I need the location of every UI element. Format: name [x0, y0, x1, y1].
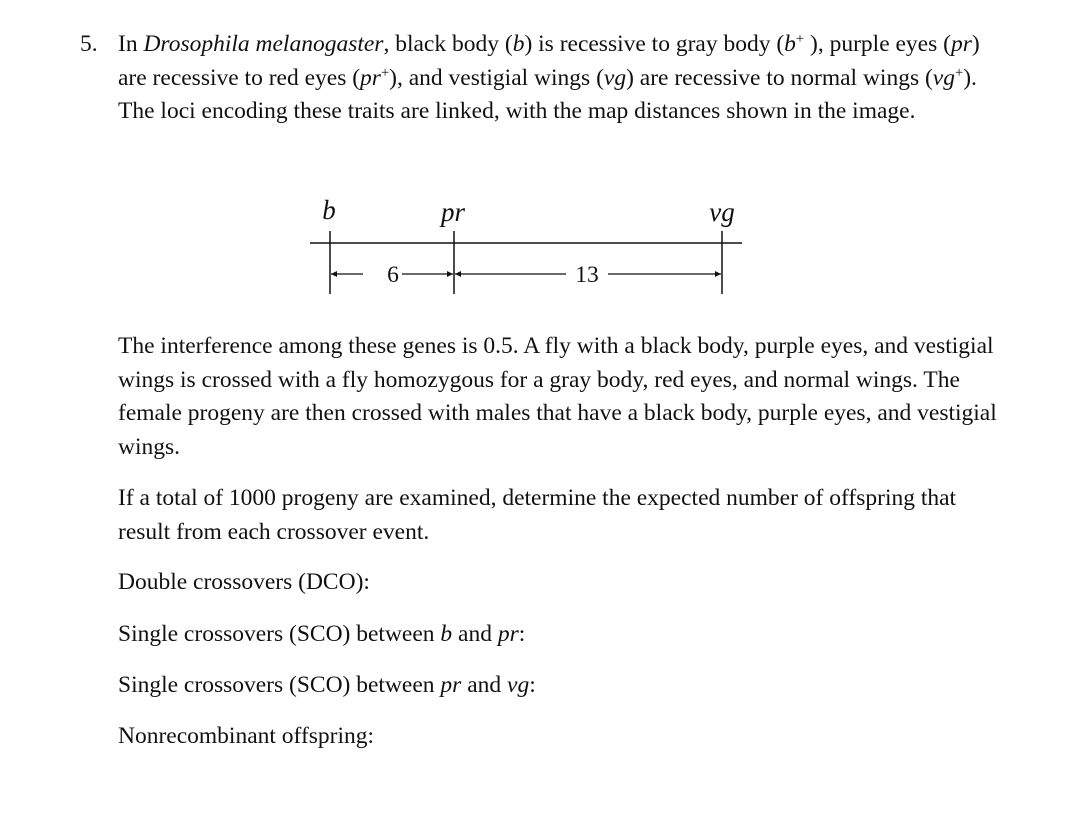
question-number: 5.: [80, 31, 98, 57]
question-intro-paragraph: In Drosophila melanogaster, black body (b) is recessive to gray body (b+ ), purple eyes (pr) are recessive to red eyes (pr+), and vestigial wings (vg) are recessive to normal wings (vg+). The loci encoding these traits are linked, with the map distances shown in the image.: [118, 31, 980, 125]
answer-line-sco-pr-vg: Single crossovers (SCO) between pr and vg:: [118, 672, 536, 698]
genetic-map-diagram: [300, 190, 760, 310]
interference-paragraph: The interference among these genes is 0.5. A fly with a black body, purple eyes, and vestigial wings is crossed with a fly homozygous for a gray body, red eyes, and normal wings. The female progeny are then crossed with males that have a black body, purple eyes, and vestigial wings.: [118, 333, 997, 461]
gene-label-pr: pr: [440, 197, 466, 227]
answer-line-dco: Double crossovers (DCO):: [118, 569, 370, 595]
distance-label-pr-vg: 13: [575, 262, 599, 288]
answer-line-nonrecombinant: Nonrecombinant offspring:: [118, 723, 375, 749]
gene-label-vg: vg: [709, 197, 735, 227]
gene-label-b: b: [322, 195, 336, 225]
distance-label-b-pr: 6: [387, 262, 399, 288]
species-name: Drosophila melanogaster: [143, 31, 384, 57]
answer-line-sco-b-pr: Single crossovers (SCO) between b and pr:: [118, 621, 526, 647]
total-progeny-paragraph: If a total of 1000 progeny are examined, determine the expected number of offspring that result from each crossover event.: [118, 485, 957, 545]
